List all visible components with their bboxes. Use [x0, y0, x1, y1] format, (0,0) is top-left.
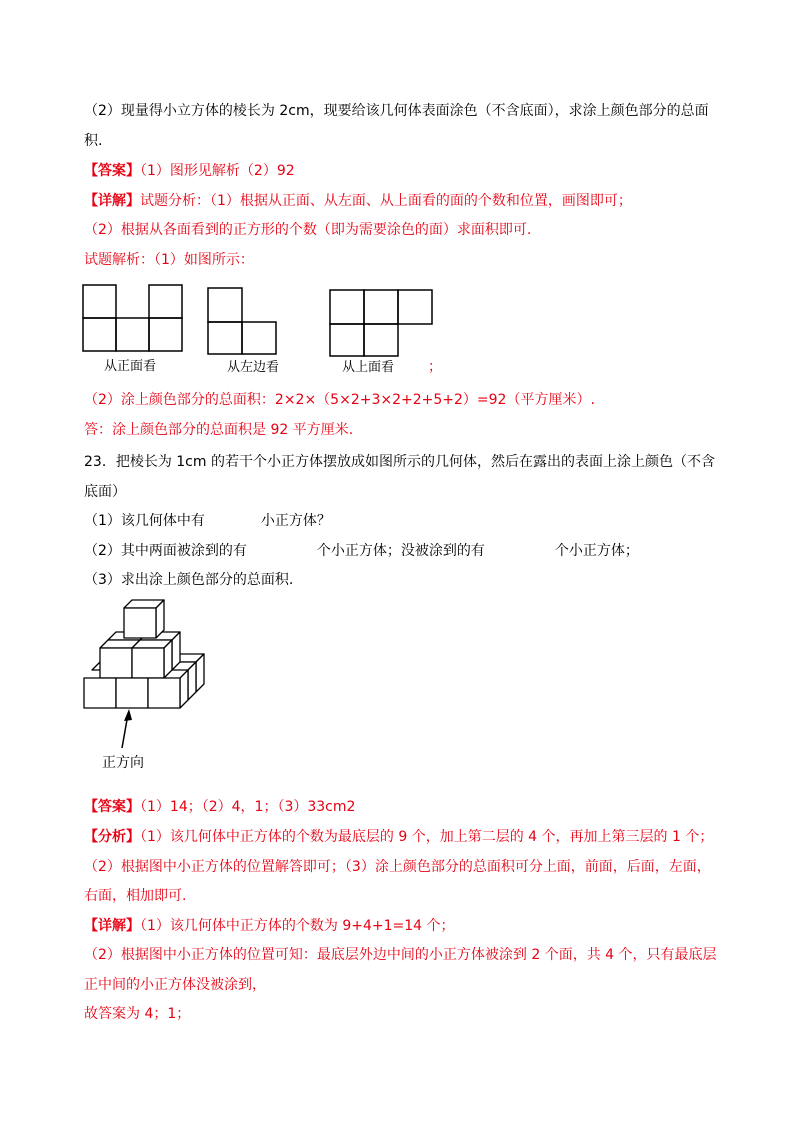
analysis-23-line1 [84, 827, 713, 847]
detail-23-line4: 故答案为 4；1； [84, 1006, 191, 1022]
left-view-label: 从左边看 [227, 360, 280, 375]
answer-22-final: 答：涂上颜色部分的总面积是 92 平方厘米. [84, 422, 354, 438]
q23-part2: （2）其中两面被涂到的有 个小正方体；没被涂到的有 个小正方体； [84, 543, 639, 559]
top-view-label: 从上面看 [342, 360, 395, 375]
answer-23 [84, 797, 355, 817]
analysis-tag: 【分析】 [84, 829, 140, 845]
views-semicolon: ； [428, 359, 442, 375]
answer-tag: 【答案】 [84, 163, 140, 179]
q23-part1: （1）该几何体中有 小正方体？ [84, 513, 331, 529]
detail-tag: 【详解】 [84, 193, 140, 209]
analysis-23-line2: （2）根据图中小正方体的位置解答即可；（3）涂上颜色部分的总面积可分上面，前面，后面，左面， [84, 859, 711, 875]
detail-23-line3: 正中间的小正方体没被涂到， [84, 977, 266, 993]
q23-line1: 23．把棱长为 1cm 的若干个小正方体摆放成如图所示的几何体，然后在露出的表面上涂上颜色（不含 [84, 454, 715, 470]
stacked-cubes-figure [80, 598, 215, 773]
direction-label: 正方向 [102, 755, 144, 771]
q22-part2-line1: （2）现量得小立方体的棱长为 2cm，现要给该几何体表面涂色（不含底面），求涂上颜色部分的总面 [84, 103, 709, 119]
top-view-figure [328, 288, 433, 374]
answer-text: （1）14；（2）4，1；（3）33cm2 [140, 799, 356, 815]
calc-22: （2）涂上颜色部分的总面积：2×2×（5×2+3×2+2+5+2）=92（平方厘米）. [84, 392, 595, 408]
front-view-figure [82, 283, 184, 373]
q23-line2: 底面） [84, 484, 126, 500]
detail-tag: 【详解】 [84, 918, 140, 934]
detail-23-line2: （2）根据图中小正方体的位置可知：最底层外边中间的小正方体被涂到 2 个面，共 4 个，只有最底层 [84, 947, 717, 963]
detail-22-line2: （2）根据从各面看到的正方形的个数（即为需要涂色的面）求面积即可. [84, 222, 532, 238]
answer-tag: 【答案】 [84, 799, 140, 815]
detail-23-line1 [84, 916, 455, 936]
detail-22 [84, 191, 632, 211]
detail-text: 试题分析：（1）根据从正面、从左面、从上面看的面的个数和位置，画图即可； [140, 193, 632, 209]
detail-text: （1）该几何体中正方体的个数为 9+4+1=14 个； [140, 918, 455, 934]
detail-22-line3: 试题解析：（1）如图所示： [84, 252, 254, 268]
answer-text: （1）图形见解析（2）92 [140, 163, 295, 179]
front-view-label: 从正面看 [104, 359, 157, 374]
q23-part3: （3）求出涂上颜色部分的总面积. [84, 572, 294, 588]
analysis-23-line3: 右面，相加即可. [84, 888, 187, 904]
q22-part2-line2: 积. [84, 133, 103, 149]
analysis-text: （1）该几何体中正方体的个数为最底层的 9 个，加上第二层的 4 个，再加上第三层的 1 个； [140, 829, 714, 845]
answer-22 [84, 161, 295, 181]
left-view-figure [207, 286, 279, 374]
